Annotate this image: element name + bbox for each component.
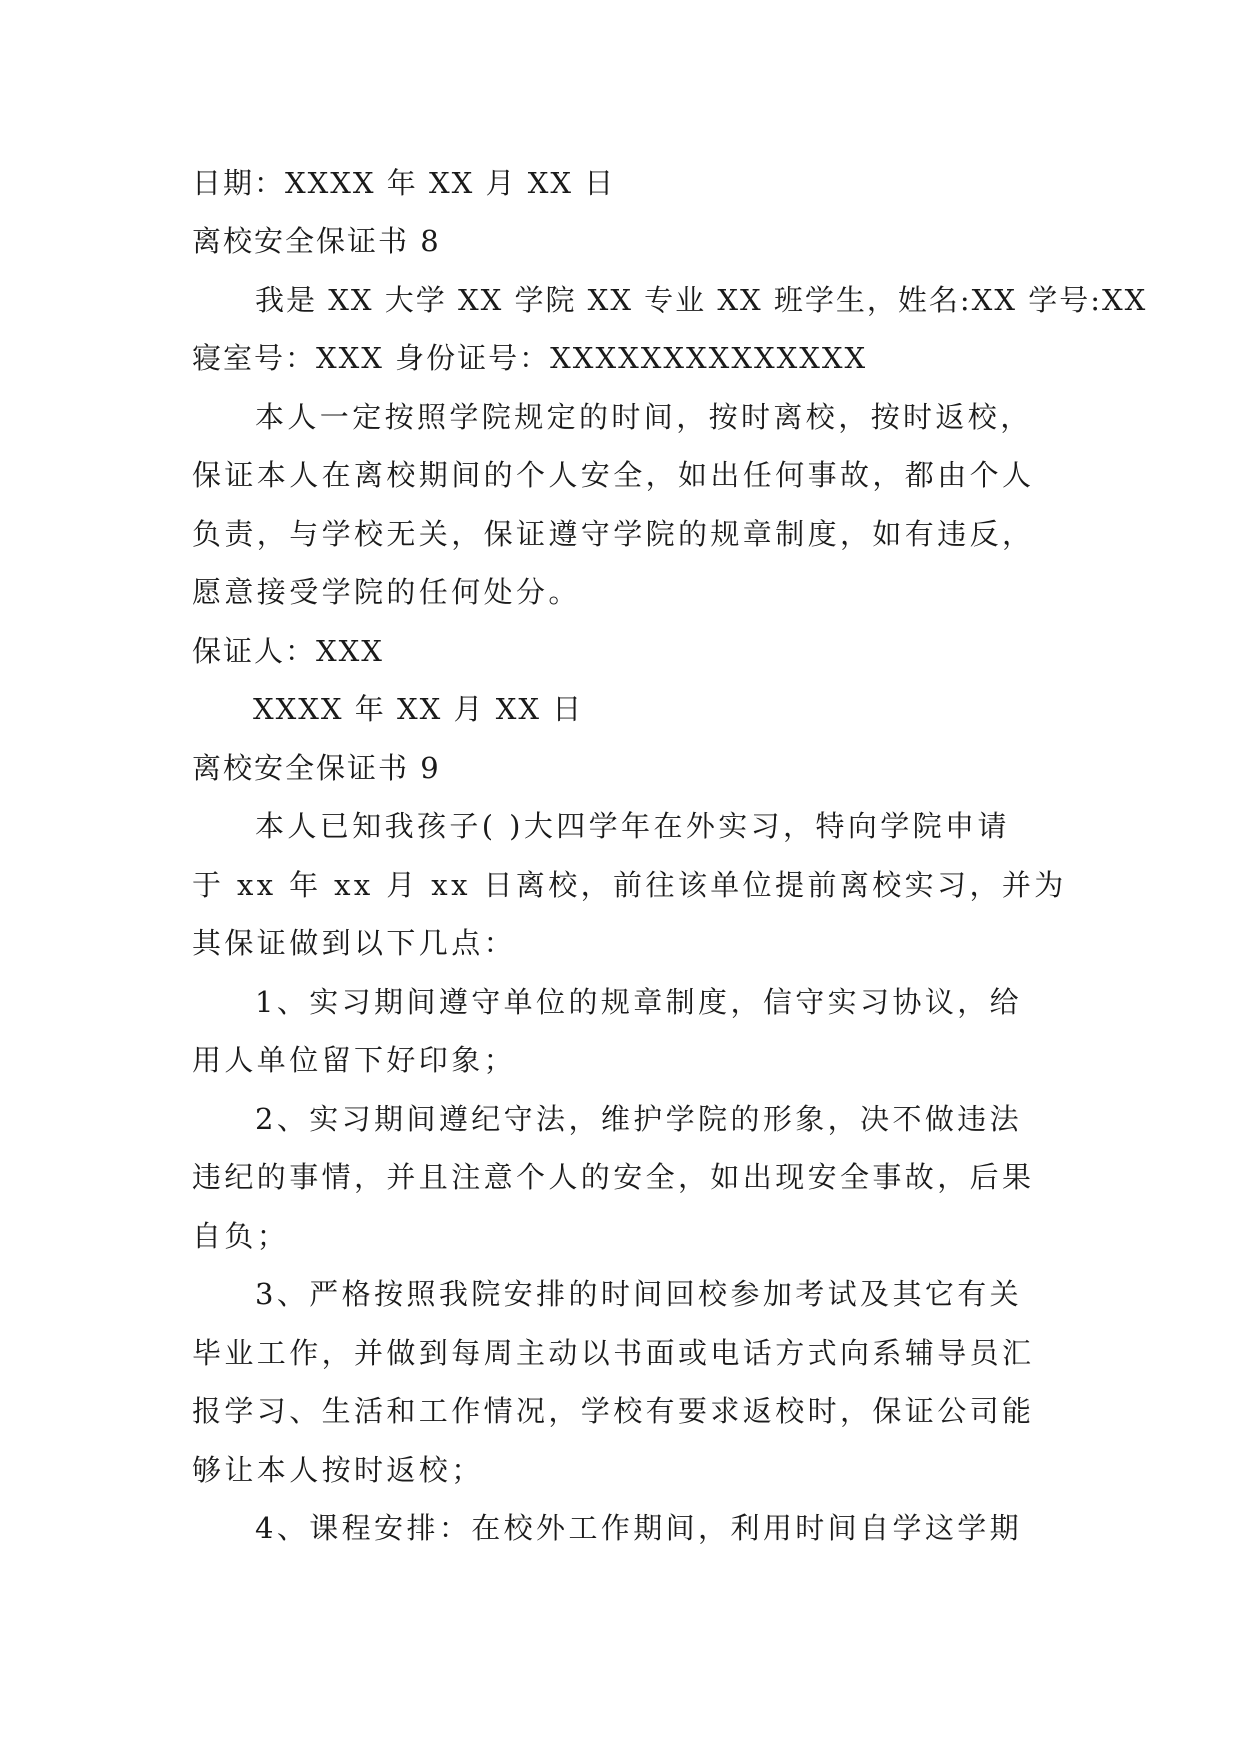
- section-title-8: 离校安全保证书 8: [192, 224, 441, 258]
- list-item-1: 1、实习期间遵守单位的规章制度，信守实习协议，给: [255, 985, 1023, 1019]
- paragraph-line: 愿意接受学院的任何处分。: [192, 575, 581, 609]
- guarantor-line: 保证人：XXX: [192, 634, 384, 668]
- paragraph-line: 于 xx 年 xx 月 xx 日离校，前往该单位提前离校实习，并为: [192, 868, 1067, 902]
- list-item-2: 2、实习期间遵纪守法，维护学院的形象，决不做违法: [255, 1102, 1023, 1136]
- paragraph-line: 其保证做到以下几点：: [192, 926, 517, 960]
- student-info-line: 我是 XX 大学 XX 学院 XX 专业 XX 班学生，姓名:XX 学号:XX: [255, 283, 1148, 317]
- list-item-2-cont: 违纪的事情，并且注意个人的安全，如出现安全事故，后果: [192, 1160, 1035, 1194]
- list-item-3-cont: 够让本人按时返校；: [192, 1453, 484, 1487]
- paragraph-line: 本人已知我孩子( )大四学年在外实习，特向学院申请: [255, 809, 1010, 843]
- list-item-3-cont: 报学习、生活和工作情况，学校有要求返校时，保证公司能: [192, 1394, 1035, 1428]
- list-item-3-cont: 毕业工作，并做到每周主动以书面或电话方式向系辅导员汇: [192, 1336, 1035, 1370]
- paragraph-line: 保证本人在离校期间的个人安全，如出任何事故，都由个人: [192, 458, 1035, 492]
- paragraph-line: 本人一定按照学院规定的时间，按时离校，按时返校，: [255, 400, 1033, 434]
- list-item-3: 3、严格按照我院安排的时间回校参加考试及其它有关: [255, 1277, 1023, 1311]
- list-item-1-cont: 用人单位留下好印象；: [192, 1043, 517, 1077]
- list-item-2-cont: 自负；: [192, 1219, 290, 1253]
- list-item-4: 4、课程安排：在校外工作期间，利用时间自学这学期: [255, 1511, 1023, 1545]
- dorm-id-line: 寝室号：XXX 身份证号：XXXXXXXXXXXXXX: [192, 341, 868, 375]
- date-line: 日期：XXXX 年 XX 月 XX 日: [192, 166, 616, 200]
- paragraph-line: 负责，与学校无关，保证遵守学院的规章制度，如有违反，: [192, 517, 1035, 551]
- section-title-9: 离校安全保证书 9: [192, 751, 441, 785]
- signature-date-line: XXXX 年 XX 月 XX 日: [253, 692, 584, 726]
